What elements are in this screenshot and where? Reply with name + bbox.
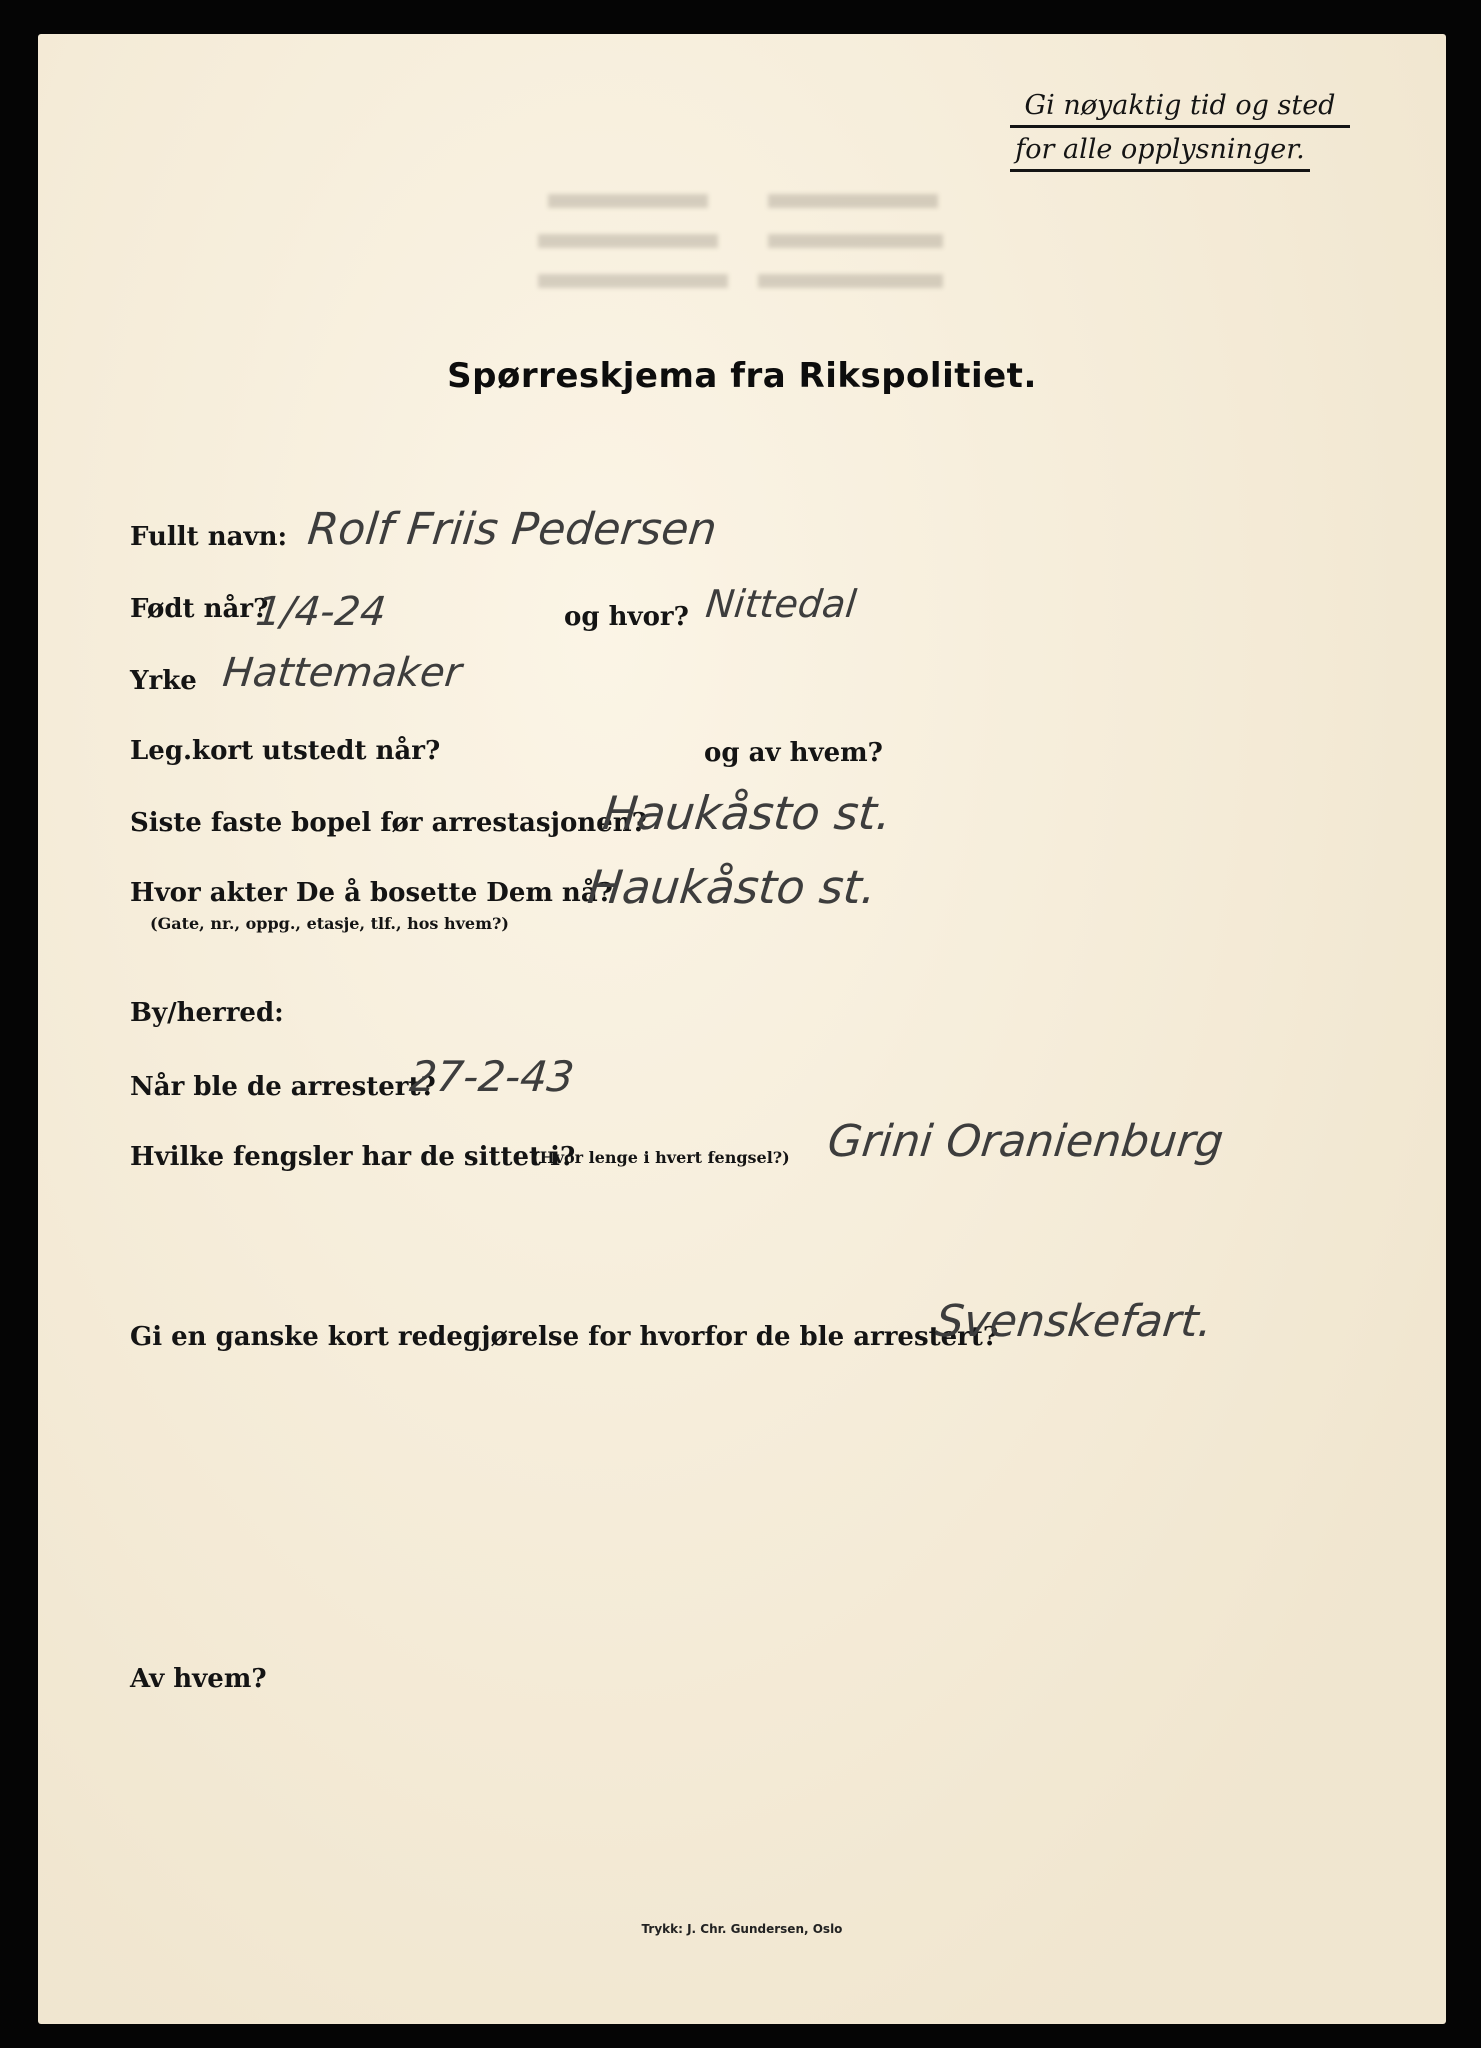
intended-residence-sublabel: (Gate, nr., oppg., etasje, tlf., hos hvem?) xyxy=(150,914,509,933)
intended-residence-label: Hvor akter De å bosette Dem nå? xyxy=(130,878,613,908)
reason-value: Svenskefart. xyxy=(933,1296,1215,1347)
form-sheet xyxy=(38,34,1446,2024)
born-where-label: og hvor? xyxy=(564,602,689,632)
prisons-label: Hvilke fengsler har de sittet i? xyxy=(130,1142,576,1172)
instruction-note xyxy=(1010,84,1350,172)
reason-label: Gi en ganske kort redegjørelse for hvorfor de ble arrestert? xyxy=(130,1322,999,1352)
id-card-when-label: Leg.kort utstedt når? xyxy=(130,736,441,766)
by-whom-label: Av hvem? xyxy=(130,1664,267,1694)
born-when-value: 1/4-24 xyxy=(253,589,389,635)
last-residence-value: Haukåsto st. xyxy=(600,786,894,840)
printer-imprint: Trykk: J. Chr. Gundersen, Oslo xyxy=(641,1922,843,1936)
prisons-value: Grini Oranienburg xyxy=(825,1116,1226,1167)
occupation-value: Hattemaker xyxy=(220,650,464,696)
arrested-when-label: Når ble de arrestert? xyxy=(130,1072,436,1102)
prisons-sublabel: (Hvor lenge i hvert fengsel?) xyxy=(532,1148,790,1167)
full-name-value: Rolf Friis Pedersen xyxy=(305,504,720,555)
last-residence-label: Siste faste bopel før arrestasjonen? xyxy=(130,808,647,838)
intended-residence-value: Haukåsto st. xyxy=(585,860,879,914)
instruction-line-2: for alle opplysninger. xyxy=(1010,128,1310,172)
form-title: Spørreskjema fra Rikspolitiet. xyxy=(447,356,1037,396)
id-card-by-label: og av hvem? xyxy=(704,738,883,768)
instruction-line-1: Gi nøyaktig tid og sted xyxy=(1010,84,1350,128)
arrested-when-value: 27-2-43 xyxy=(407,1052,577,1101)
born-when-label: Født når? xyxy=(130,594,269,624)
occupation-label: Yrke xyxy=(130,666,197,696)
full-name-label: Fullt navn: xyxy=(130,522,288,552)
born-where-value: Nittedal xyxy=(703,582,859,626)
bleed-through-marks xyxy=(538,184,1018,334)
town-label: By/herred: xyxy=(130,998,284,1028)
